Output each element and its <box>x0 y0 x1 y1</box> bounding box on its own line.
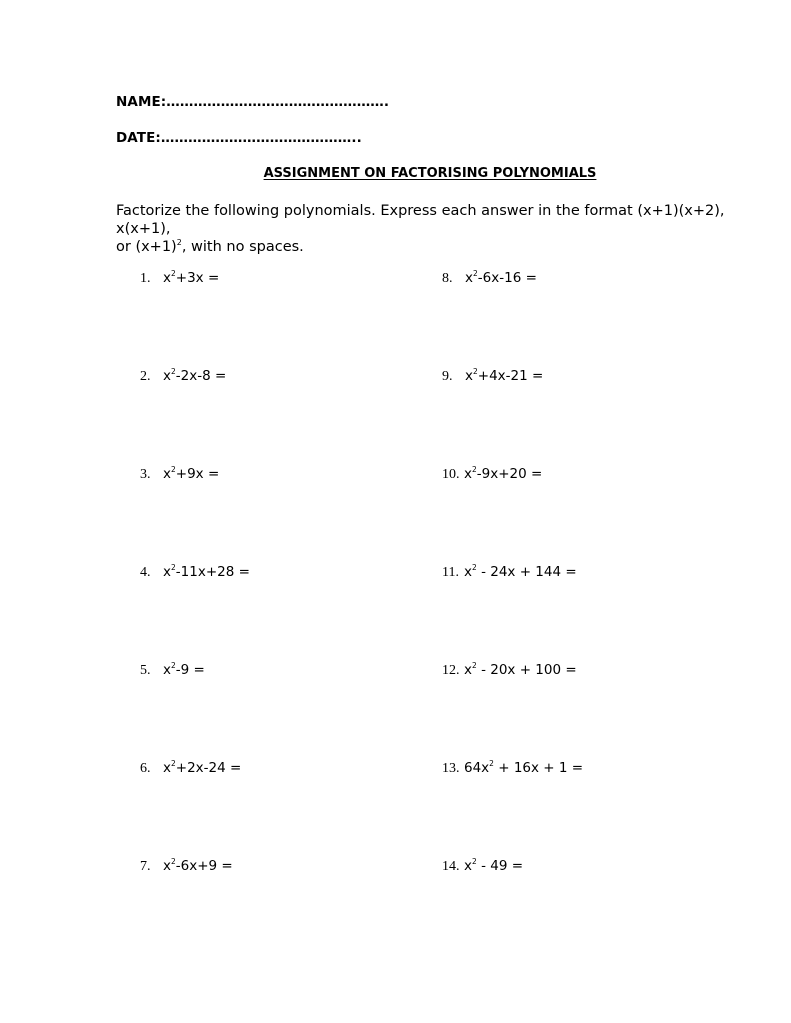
problem-number: 8. <box>442 271 453 286</box>
problem-expression <box>163 662 205 678</box>
problem-item <box>140 368 226 388</box>
problem-item <box>140 662 205 682</box>
expr-base: x <box>464 858 472 874</box>
problem-number: 11. <box>442 565 459 580</box>
expr-base: x <box>163 270 171 286</box>
problem-item <box>140 760 241 780</box>
problem-number: 3. <box>140 467 151 482</box>
expr-rest: + 16x + 1 = <box>493 760 584 776</box>
expr-base: 64x <box>464 760 490 776</box>
expr-exponent: 2 <box>473 269 478 278</box>
expr-base: x <box>163 662 171 678</box>
expr-rest: +4x-21 = <box>477 368 544 384</box>
expr-exponent: 2 <box>171 269 176 278</box>
expr-rest: - 49 = <box>476 858 524 874</box>
expr-base: x <box>163 466 171 482</box>
expr-base: x <box>163 858 171 874</box>
expr-base: x <box>163 564 171 580</box>
problem-expression <box>465 270 537 286</box>
problem-expression <box>465 368 543 384</box>
problem-expression <box>464 466 542 482</box>
expr-exponent: 2 <box>171 857 176 866</box>
problem-number: 7. <box>140 859 151 874</box>
expr-base: x <box>163 760 171 776</box>
expr-base: x <box>465 270 473 286</box>
expr-rest: -6x+9 = <box>175 858 233 874</box>
date-field: DATE:…………………………………….. <box>116 130 362 146</box>
problem-number: 13. <box>442 761 460 776</box>
expr-exponent: 2 <box>473 367 478 376</box>
expr-exponent: 2 <box>489 759 494 768</box>
problem-item <box>442 466 542 486</box>
problem-item <box>442 564 577 584</box>
problem-item <box>140 466 219 486</box>
expr-rest: +9x = <box>175 466 220 482</box>
expr-rest: - 20x + 100 = <box>476 662 577 678</box>
problem-number: 6. <box>140 761 151 776</box>
expr-base: x <box>163 368 171 384</box>
assignment-title: ASSIGNMENT ON FACTORISING POLYNOMIALS <box>263 166 597 181</box>
expr-rest: -11x+28 = <box>175 564 250 580</box>
instructions-line-1: Factorize the following polynomials. Express each answer in the format (x+1)(x+2), x(x+1), <box>116 203 725 237</box>
problem-expression <box>163 858 233 874</box>
problem-expression <box>163 368 226 384</box>
problem-expression <box>464 564 577 580</box>
problem-item <box>442 662 577 682</box>
problem-item <box>442 270 537 290</box>
expr-rest: -9x+20 = <box>476 466 543 482</box>
instructions-line-2-before: or (x+1) <box>116 239 177 255</box>
expr-rest: - 24x + 144 = <box>476 564 577 580</box>
expr-exponent: 2 <box>472 857 477 866</box>
expr-rest: -6x-16 = <box>477 270 537 286</box>
expr-rest: -2x-8 = <box>175 368 227 384</box>
expr-base: x <box>464 662 472 678</box>
problem-number: 2. <box>140 369 151 384</box>
expr-exponent: 2 <box>171 465 176 474</box>
expr-exponent: 2 <box>171 563 176 572</box>
problem-item <box>442 368 543 388</box>
expr-exponent: 2 <box>171 759 176 768</box>
expr-exponent: 2 <box>472 563 477 572</box>
problem-item <box>442 760 583 780</box>
problem-item <box>140 270 219 290</box>
problem-number: 4. <box>140 565 151 580</box>
instructions <box>116 202 766 256</box>
problem-item <box>140 858 233 878</box>
expr-exponent: 2 <box>472 661 477 670</box>
problem-number: 9. <box>442 369 453 384</box>
expr-base: x <box>464 466 472 482</box>
expr-rest: +2x-24 = <box>175 760 242 776</box>
problem-number: 1. <box>140 271 151 286</box>
problem-item <box>442 858 523 878</box>
instructions-superscript: 2 <box>176 238 182 248</box>
expr-exponent: 2 <box>171 661 176 670</box>
instructions-line-2 <box>116 238 766 256</box>
problem-item <box>140 564 250 584</box>
problem-number: 10. <box>442 467 460 482</box>
expr-rest: -9 = <box>175 662 205 678</box>
problem-expression <box>163 270 219 286</box>
expr-rest: +3x = <box>175 270 220 286</box>
problem-expression <box>163 760 241 776</box>
problem-expression <box>464 858 523 874</box>
name-field: NAME:…………………………………………. <box>116 94 390 110</box>
instructions-line-2-after: , with no spaces. <box>181 239 304 255</box>
problem-number: 14. <box>442 859 460 874</box>
problem-number: 12. <box>442 663 460 678</box>
problem-expression <box>464 662 577 678</box>
problem-number: 5. <box>140 663 151 678</box>
problem-expression <box>163 564 250 580</box>
expr-exponent: 2 <box>171 367 176 376</box>
expr-base: x <box>464 564 472 580</box>
problem-expression <box>163 466 219 482</box>
problem-expression <box>464 760 583 776</box>
expr-base: x <box>465 368 473 384</box>
expr-exponent: 2 <box>472 465 477 474</box>
